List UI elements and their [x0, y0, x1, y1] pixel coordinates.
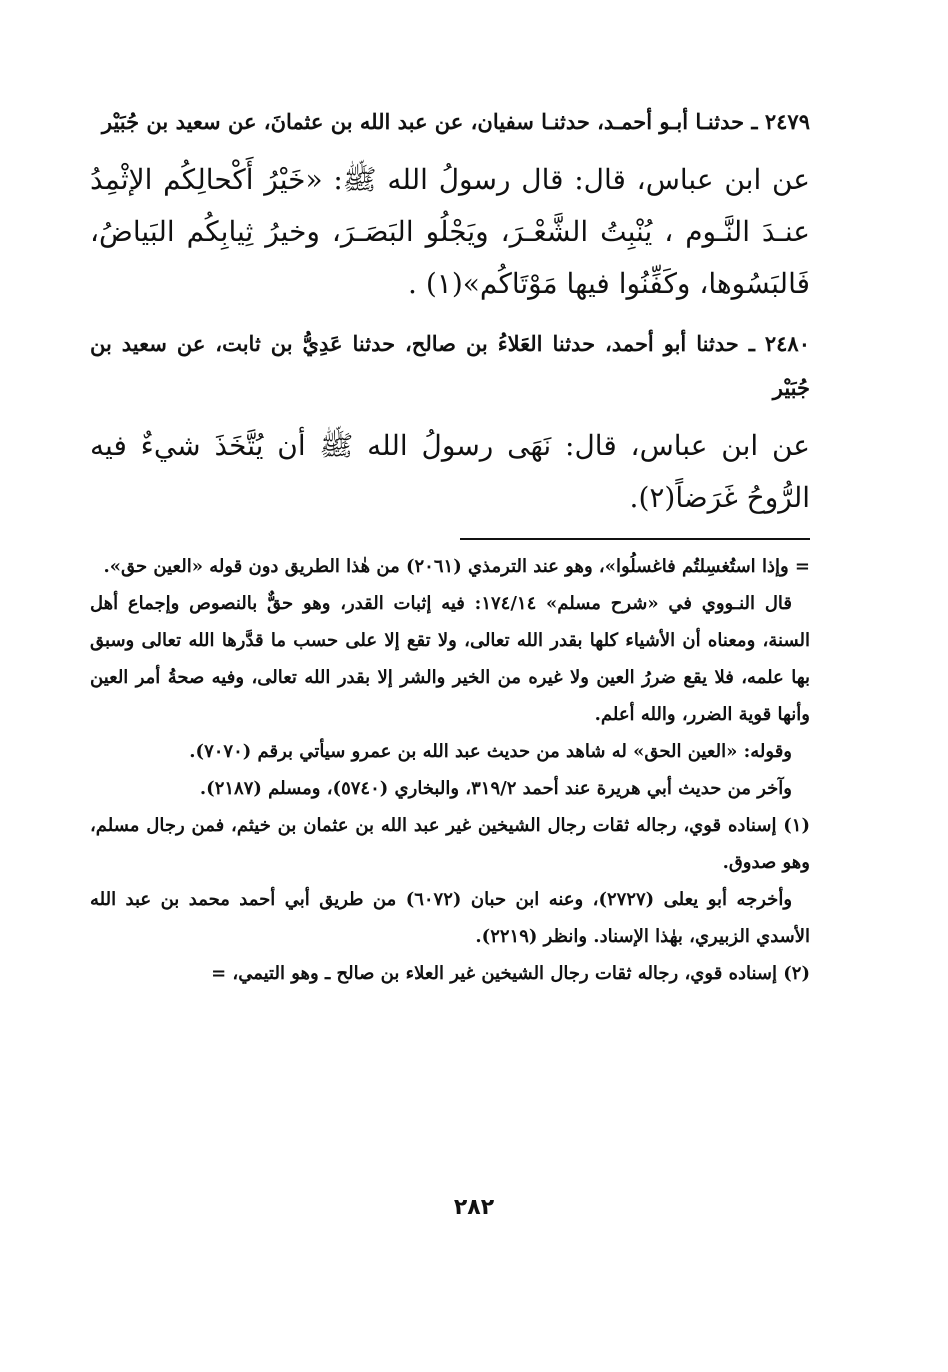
footnote-continuation: = وإذا استُغسِلتُم فاغسلُوا»، وهو عند الترمذي (٢٠٦١) من هٰذا الطريق دون قوله «العين حق». [103, 556, 810, 577]
hadith-2479-isnad: ٢٤٧٩ ـ حدثنـا أبـو أحمـد، حدثنـا سفيان، عن عبد الله بن عثمانَ، عن سعيد بن جُبَيْر [101, 109, 810, 134]
footnote-nawawi-quote: قال النـووي في «شرح مسلم» ١٧٤/١٤: فيه إثبات القدر، وهو حقٌّ بالنصوص وإجماع أهل السنة، ومعناه أن الأشياء كلها بقدر الله تعالى، ولا تقع إلا على حسب ما قدَّرها الله تعالى وسبق بها علمه، فلا يقع ضررُ العين ولا غيره من الخير والشر إلا بقدر الله تعالى، وفيه صحةُ أمر العين وأنها قوية الضرر، والله أعلم. [90, 593, 810, 725]
footnotes [90, 548, 810, 992]
footnote-shahid: وقوله: «العين الحق» له شاهد من حديث عبد الله بن عمرو سيأتي برقم (٧٠٧٠). [189, 741, 792, 762]
page-number: ٢٨٢ [453, 1195, 495, 1220]
footnote-2: (٢) إسناده قوي، رجاله ثقات رجال الشيخين غير العلاء بن صالح ـ وهو التيمي، = [211, 963, 810, 984]
hadith-2480-isnad: ٢٤٨٠ ـ حدثنا أبو أحمد، حدثنا العَلاءُ بن صالح، حدثنا عَدِيُّ بن ثابت، عن سعيد بن جُبَيْر [90, 331, 810, 400]
page-body [90, 100, 810, 992]
footnote-abu-hurayra: وآخر من حديث أبي هريرة عند أحمد ٣١٩/٢، والبخاري (٥٧٤٠)، ومسلم (٢١٨٧). [199, 778, 792, 799]
footnote-1-takhrij: وأخرجه أبو يعلى (٢٧٢٧)، وعنه ابن حبان (٦٠٧٢) من طريق أبي أحمد محمد بن عبد الله الأسدي الزبيري، بهٰذا الإسناد. وانظر (٢٢١٩). [90, 889, 810, 947]
hadith-2479-matn: عن ابن عباس، قال: قال رسولُ الله ﷺ: «خَيْرُ أَكْحالِكُم الإثْمِدُ عنـدَ النَّـوم ، يُنْبِتُ الشَّعْـرَ، ويَجْلُو البَصَـرَ، وخيرُ ثِيابِكُم البَياضُ، فَالبَسُوها، وكَفِّنُوا فيها مَوْتَاكُم»(١) . [90, 163, 810, 300]
footnote-separator [460, 538, 810, 540]
footnote-1: (١) إسناده قوي، رجاله ثقات رجال الشيخين غير عبد الله بن عثمان بن خيثم، فمن رجال مسلم، وهو صدوق. [90, 815, 810, 873]
hadith-2480-matn: عن ابن عباس، قال: نَهَى رسولُ الله ﷺ أن يُتَّخَذَ شيءٌ فيه الرُّوحُ غَرَضاً(٢). [90, 429, 810, 514]
